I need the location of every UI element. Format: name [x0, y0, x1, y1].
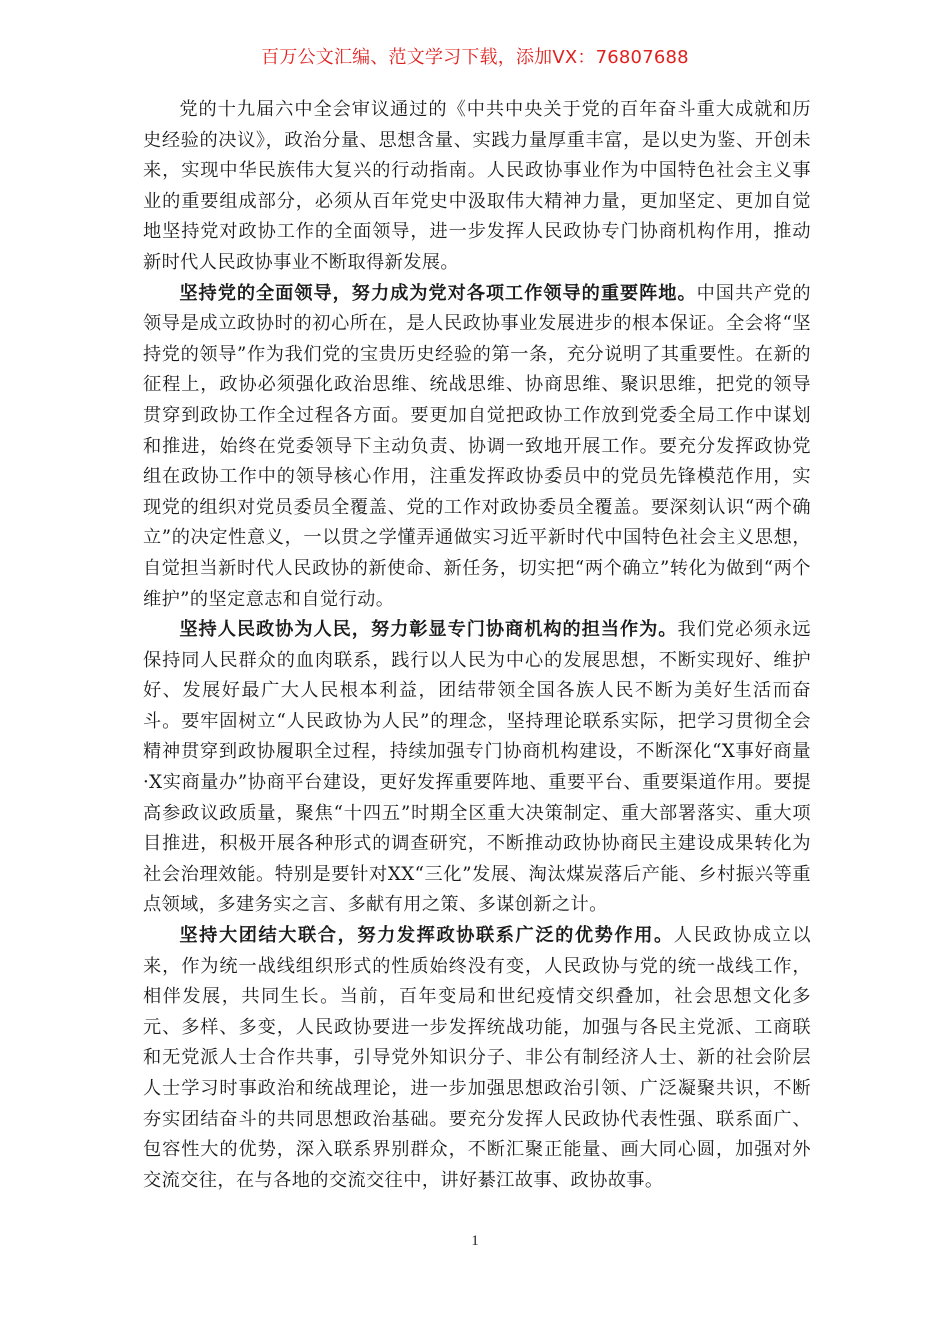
paragraph-lead-heading: 坚持人民政协为人民，努力彰显专门协商机构的担当作为。: [179, 619, 678, 641]
paragraph-lead-heading: 坚持党的全面领导，努力成为党对各项工作领导的重要阵地。: [179, 282, 697, 304]
intro-paragraph: [143, 95, 811, 279]
paragraph-text: 我们党必须永远保持同人民群众的血肉联系，践行以人民为中心的发展思想，不断实现好、维护好、发展好最广大人民根本利益，团结带领全国各族人民不断为美好生活而奋斗。要牢固树立“人民政协为人民”的理念，坚持理论联系实际，把学习贯彻全会精神贯穿到政协履职全过程，持续加强专门协商机构建设，不断深化“X事好商量·X实商量办”协商平台建设，更好发挥重要阵地、重要平台、重要渠道作用。要提高参政议政质量，聚焦“十四五”时期全区重大决策制定、重大部署落实、重大项目推进，积极开展各种形式的调查研究，不断推动政协协商民主建设成果转化为社会治理效能。特别是要针对XX“三化”发展、淘汰煤炭落后产能、乡村振兴等重点领域，多建务实之言、多献有用之策、多谋创新之计。: [143, 619, 811, 916]
paragraph-text: 人民政协成立以来，作为统一战线组织形式的性质始终没有变，人民政协与党的统一战线工作，相伴发展，共同生长。当前，百年变局和世纪疫情交织叠加，社会思想文化多元、多样、多变，人民政协要进一步发挥统战功能，加强与各民主党派、工商联和无党派人士合作共事，引导党外知识分子、非公有制经济人士、新的社会阶层人士学习时事政治和统战理论，进一步加强思想政治引领、广泛凝聚共识，不断夯实团结奋斗的共同思想政治基础。要充分发挥人民政协代表性强、联系面广、包容性大的优势，深入联系界别群众，不断汇聚正能量、画大同心圆，加强对外交流交往，在与各地的交流交往中，讲好綦江故事、政协故事。: [143, 925, 811, 1191]
document-body: [143, 95, 811, 1196]
watermark-banner: 百万公文汇编、范文学习下载，添加VX：76807688: [261, 47, 689, 68]
paragraph-text: 中国共产党的领导是成立政协时的初心所在，是人民政协事业发展进步的根本保证。全会将“坚持党的领导”作为我们党的宝贵历史经验的第一条，充分说明了其重要性。在新的征程上，政协必须强化政治思维、统战思维、协商思维、聚识思维，把党的领导贯穿到政协工作全过程各方面。要更加自觉把政协工作放到党委全局工作中谋划和推进，始终在党委领导下主动负责、协调一致地开展工作。要充分发挥政协党组在政协工作中的领导核心作用，注重发挥政协委员中的党员先锋模范作用，实现党的组织对党员委员全覆盖、党的工作对政协委员全覆盖。要深刻认识“两个确立”的决定性意义，一以贯之学懂弄通做实习近平新时代中国特色社会主义思想，自觉担当新时代人民政协的新使命、新任务，切实把“两个确立”转化为做到“两个维护”的坚定意志和自觉行动。: [143, 282, 811, 610]
paragraph-lead-heading: 坚持大团结大联合，努力发挥政协联系广泛的优势作用。: [179, 925, 674, 947]
page-number: 1: [471, 1233, 479, 1249]
section-paragraph-for-the-people: [143, 615, 811, 921]
section-paragraph-great-unity: [143, 921, 811, 1196]
paragraph-text: 党的十九届六中全会审议通过的《中共中央关于党的百年奋斗重大成就和历史经验的决议》，政治分量、思想含量、实践力量厚重丰富，是以史为鉴、开创未来，实现中华民族伟大复兴的行动指南。人民政协事业作为中国特色社会主义事业的重要组成部分，必须从百年党史中汲取伟大精神力量，更加坚定、更加自觉地坚持党对政协工作的全面领导，进一步发挥人民政协专门协商机构作用，推动新时代人民政协事业不断取得新发展。: [143, 99, 811, 273]
section-paragraph-party-leadership: [143, 279, 811, 616]
